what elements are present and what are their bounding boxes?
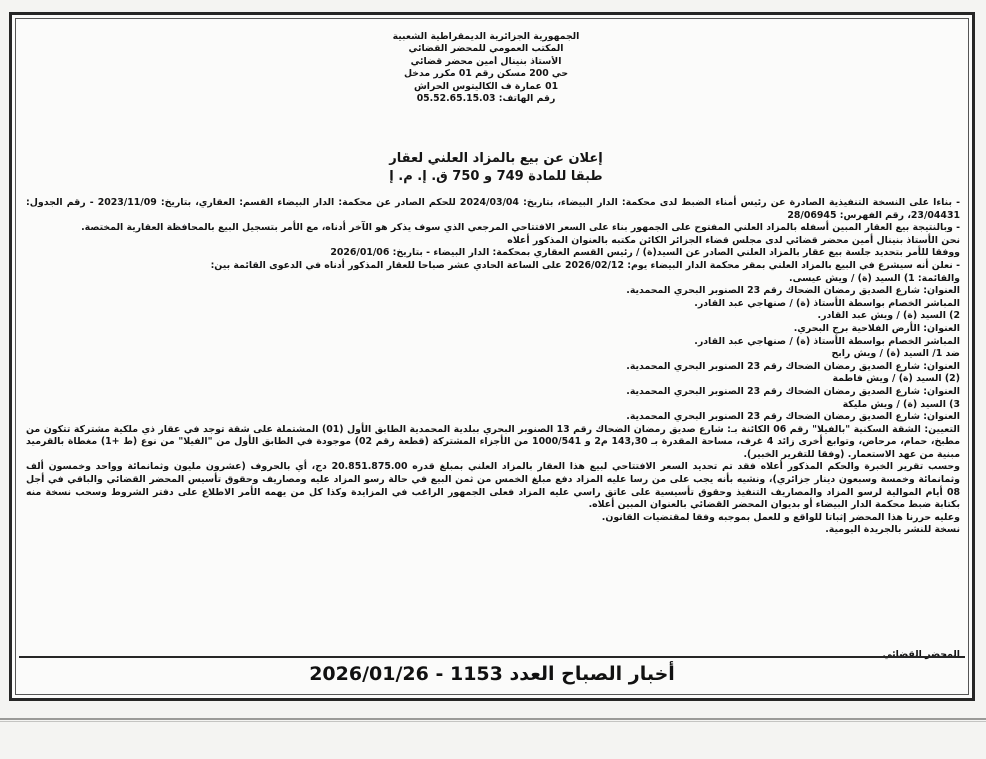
body-paragraph: العنوان: شارع الصديق رمضان الضحاك رقم 23 الصنوبر البحري المحمدية. bbox=[626, 285, 960, 297]
body-paragraph: 3) السيد (ة) / ويش مليكة bbox=[842, 398, 960, 410]
body-paragraph: المباشر الخصام بواسطة الأستاذ (ة) / صنهاجي عبد القادر. bbox=[694, 335, 960, 347]
announcement-title bbox=[316, 150, 676, 186]
body-paragraph: التعيين: الشقة السكنية "بالفيلا" رقم 06 الكائنة بـ: شارع صديق رمضان الضحاك رقم 13 الصنوبر البحري ببلدية المحمدية الطابق الأول (01) المشتملة على شقة توجد في عقار ذي ملكية مشتركة تتكون من مطبخ، حمام، مرحاض، وتوابع أخرى زائد 4 غرف، مساحة المقدرة بـ 143,30 م2 و 1000/541 من الأجزاء المشتركة (قطعة رقم 02) موجودة في الطابق الأول من "الفيلا" من نوع (ط +1) مغطاة بالقرميد مبنية من عهد الاستعمار. (وفقا للتقرير الخبير). bbox=[26, 423, 961, 460]
body-paragraph: نسخة للنشر بالجريدة اليومية. bbox=[825, 524, 960, 536]
title-line: إعلان عن بيع بالمزاد العلني لعقار bbox=[389, 151, 603, 166]
body-paragraph: 2) السيد (ة) / ويش عبد القادر. bbox=[817, 310, 960, 322]
body-paragraph: العنوان: شارع الصديق رمضان الضحاك رقم 23 الصنوبر البحري المحمدية. bbox=[626, 411, 960, 423]
announcement-inner-border bbox=[15, 18, 969, 695]
body-paragraph: العنوان: شارع الصديق رمضان الضحاك رقم 23 الصنوبر البحري المحمدية. bbox=[626, 360, 960, 372]
body-paragraph: - نعلن أنه سيشرع في البيع بالمزاد العلني بمقر محكمة الدار البيضاء يوم: 2026/02/12 على الساعة الحادي عشر صباحا للعقار المذكور أدناه في الدعوى القائمة بين: bbox=[210, 259, 960, 271]
body-paragraph: (2) السيد (ة) / ويش فاطمة bbox=[832, 373, 960, 385]
newspaper-footer: أخبار الصباح العدد 1153 - 2026/01/26 bbox=[19, 656, 965, 691]
body-paragraph: - بناءا على النسخة التنفيذية الصادرة عن رئيس أمناء الضبط لدى محكمة: الدار البيضاء، بتاريخ: 2024/03/04 للحكم الصادر عن محكمة: الدار البيضاء القسم: العقاري، بتاريخ: 2023/11/09 - رقم الجدول: 23/04431، رقم الفهرس: 28/06945 bbox=[26, 197, 960, 221]
page-edge-divider bbox=[0, 718, 986, 720]
body-paragraph: العنوان: شارع الصديق رمضان الضحاك رقم 23 الصنوبر البحري المحمدية. bbox=[626, 385, 960, 397]
header-line: الأستاذ بنينال أمين محضر قضائي bbox=[410, 55, 562, 67]
body-paragraph: نحن الأستاذ بنينال أمين محضر قضائي لدى مجلس قضاء الجزائر الكائن مكتبه بالعنوان المذكور أعلاه bbox=[507, 234, 960, 246]
body-paragraph: ووفقا للأمر بتحديد جلسة بيع عقار بالمزاد العلني الصادر عن السيد(ة) / رئيس القسم العقاري بمحكمة: الدار البيضاء - بتاريخ: 2026/01/06 bbox=[330, 247, 960, 259]
body-paragraph: ضد 1/ السيد (ة) / ويش رابح bbox=[831, 348, 960, 360]
office-header bbox=[316, 31, 656, 105]
announcement-body bbox=[26, 197, 960, 537]
header-line: حي 200 مسكن رقم 01 مكرر مدخل bbox=[403, 68, 569, 80]
page-edge-divider bbox=[0, 721, 986, 722]
header-line: 01 عمارة ف الكاليتوس الحراش bbox=[413, 80, 559, 92]
body-paragraph: - وبالنتيجة بيع العقار المبين أسفله بالمزاد العلني المفتوح على الجمهور بناء على السعر الافتتاحي المرجعي الذي سوف يذكر هو الآخر أدناه، مع الأمر بتسجيل البيع بالمحافظة العقارية المختصة. bbox=[81, 222, 960, 234]
header-line: الجمهورية الجزائرية الديمقراطية الشعبية bbox=[392, 31, 580, 42]
bailiff-signature-label: المحضر القضائي bbox=[882, 649, 960, 660]
body-paragraph: العنوان: الأرض الفلاحية برج البحري. bbox=[793, 322, 960, 334]
body-paragraph: وعليه حررنا هذا المحضر إثباتا للواقع و للعمل بموجبه وفقا لمقتضيات القانون. bbox=[601, 511, 960, 523]
body-paragraph: والقائمة: 1) السيد (ة) / ويش عيسى. bbox=[789, 272, 960, 284]
announcement-frame bbox=[9, 12, 975, 701]
header-line: رقم الهاتف: 05.52.65.15.03 bbox=[416, 93, 556, 105]
body-paragraph: وحسب تقرير الخبرة والحكم المذكور أعلاه فقد تم تحديد السعر الافتتاحي لبيع هذا العقار بالمزاد العلني بمبلغ قدره 20.851.875.00 دج، أي بالحروف (عشرون مليون وثمانمائة وواحد وخمسون ألف وثمانمائة وخمسة وسبعون دينار جزائري)، ونشيه بأنه يجب على من رسا عليه المزاد دفع مبلغ الخمس من ثمن البيع في حالة رسو المزاد عليه ومصاريف وحقوق تأسيس المحضر القضائي والباقي في أجل 08 أيام الموالية لرسو المزاد والمصاريف التنفيذ وحقوق تأسيسية على عاتق راسي عليه المزاد فعلى الجمهور الراغب في المزايدة وكذا كل من يهمه الأمر الاطلاع على دفتر الشروط وسحب نسخة منه بكتابة ضبط محكمة الدار البيضاء أو بديوان المحضر القضائي بالعنوان المبين أعلاه. bbox=[26, 461, 960, 511]
header-line: المكتب العمومي للمحضر القضائي bbox=[408, 43, 564, 55]
title-line: طبقا للمادة 749 و 750 ق. إ. م. إ bbox=[389, 169, 603, 184]
body-paragraph: المباشر الخصام بواسطة الأستاذ (ة) / صنهاجي عبد القادر. bbox=[694, 297, 960, 309]
